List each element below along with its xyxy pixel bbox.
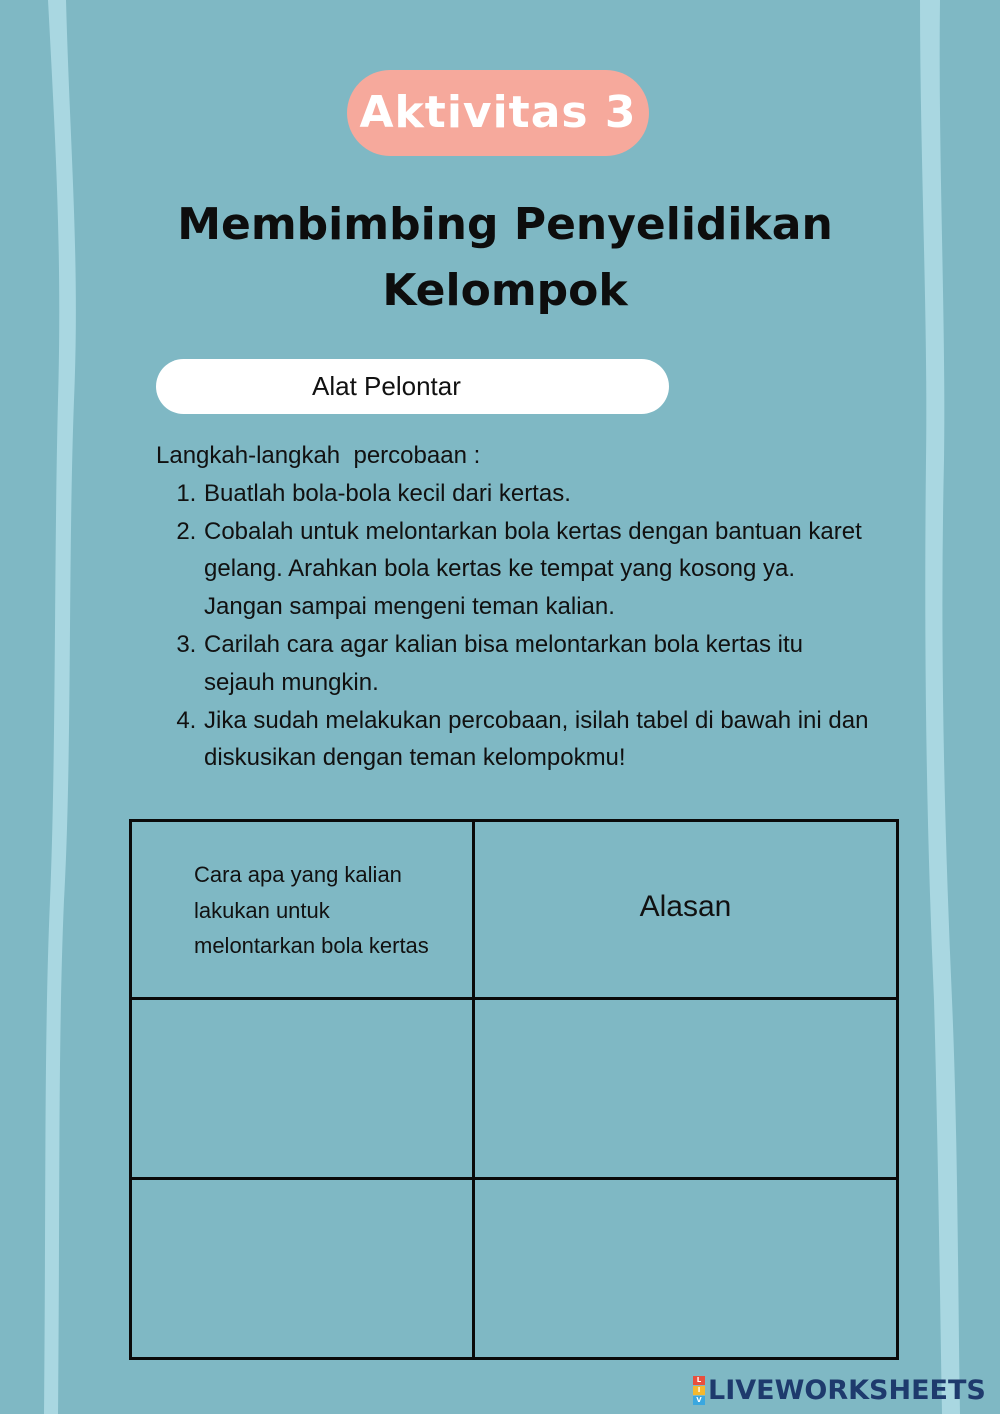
table-row: [131, 999, 898, 1179]
page-title: [100, 192, 910, 324]
answer-cell-alasan[interactable]: [474, 999, 898, 1179]
activity-badge: Aktivitas 3: [347, 70, 649, 156]
steps-section: [156, 437, 876, 777]
steps-intro: Langkah-langkah percobaan :: [156, 442, 481, 469]
liveworksheets-logo-icon: L I V: [693, 1376, 705, 1405]
step-item: 1. Buatlah bola-bola kecil dari kertas.: [203, 475, 876, 513]
header-alasan: Alasan: [474, 821, 898, 999]
header-cara: Cara apa yang kalian lakukan untuk melontarkan bola kertas: [131, 821, 474, 999]
liveworksheets-watermark: [693, 1374, 986, 1406]
step-item: 2. Cobalah untuk melontarkan bola kertas dengan bantuan karet gelang. Arahkan bola kertas ke tempat yang kosong ya. Jangan sampai mengeni teman kalian.: [203, 513, 876, 626]
table-header-row: [131, 821, 898, 999]
watermark-text: LIVEWORKSHEETS: [708, 1374, 986, 1406]
table-row: [131, 1179, 898, 1359]
step-item: 3. Carilah cara agar kalian bisa melontarkan bola kertas itu sejauh mungkin.: [203, 626, 876, 702]
step-item: 4. Jika sudah melakukan percobaan, isilah tabel di bawah ini dan diskusikan dengan teman kelompokmu!: [203, 702, 876, 778]
answer-cell-cara[interactable]: [131, 1179, 474, 1359]
subtitle-pill: [156, 359, 669, 414]
title-line-1: Membimbing Penyelidikan: [177, 199, 833, 250]
answer-table: [129, 819, 899, 1360]
subtitle-text: Alat Pelontar: [312, 371, 461, 401]
answer-cell-alasan[interactable]: [474, 1179, 898, 1359]
steps-list: [156, 475, 876, 777]
answer-cell-cara[interactable]: [131, 999, 474, 1179]
title-line-2: Kelompok: [382, 265, 628, 316]
